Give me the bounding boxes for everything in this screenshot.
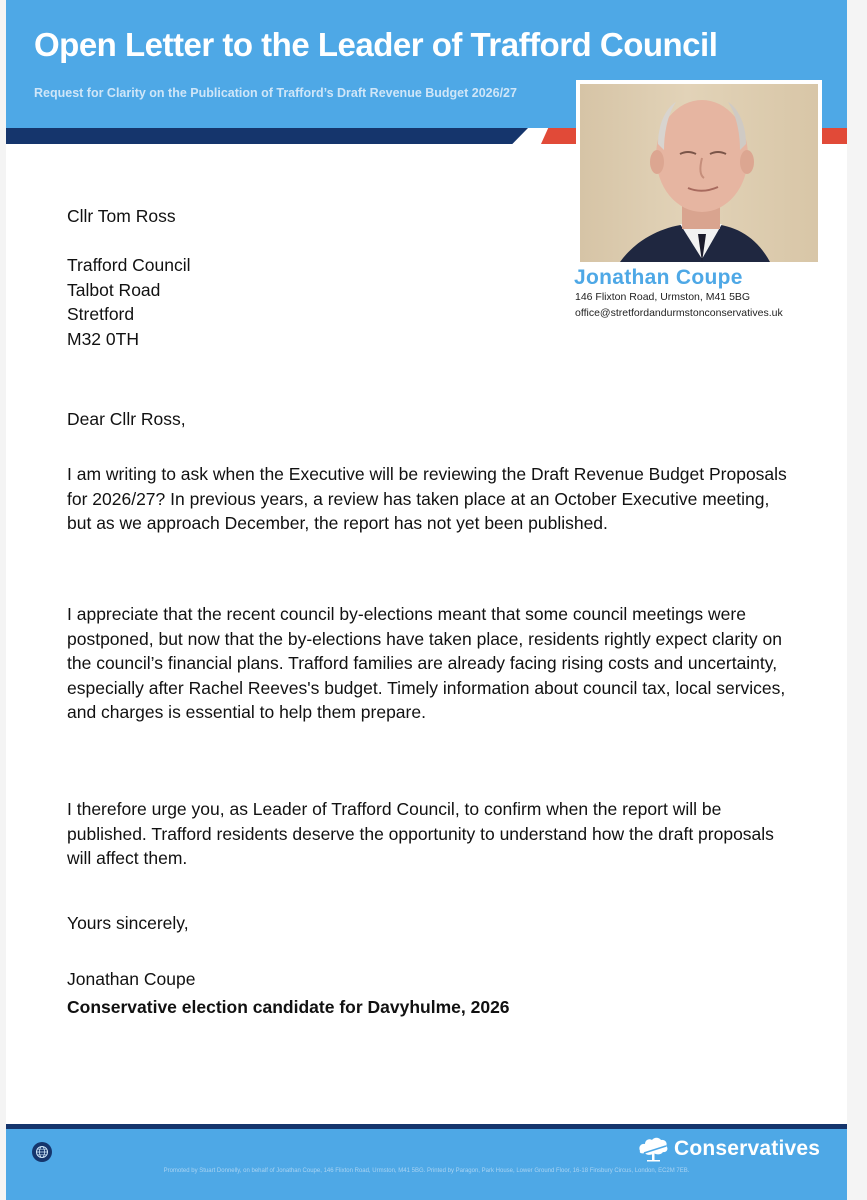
- signature-name: Jonathan Coupe: [67, 969, 196, 989]
- address-line: M32 0TH: [67, 328, 139, 349]
- red-stripe-right: [822, 128, 847, 144]
- conservatives-logo: [636, 1135, 820, 1163]
- candidate-photo: [580, 84, 818, 262]
- conservatives-tree-icon: [636, 1135, 670, 1163]
- body-paragraph-3: I therefore urge you, as Leader of Trafford Council, to confirm when the report will be published. Trafford residents deserve the opportunity to understand how the draft proposals will affect them.: [67, 799, 774, 868]
- candidate-name: Jonathan Coupe: [574, 266, 743, 289]
- candidate-photo-frame: [576, 80, 822, 266]
- page-title: Open Letter to the Leader of Trafford Council: [34, 26, 718, 63]
- address-line: Talbot Road: [67, 279, 161, 300]
- salutation: Dear Cllr Ross,: [67, 409, 186, 429]
- portrait-icon: [580, 84, 818, 262]
- red-stripe-left: [541, 128, 581, 144]
- address-line: Trafford Council: [67, 255, 191, 275]
- imprint-text: Promoted by Stuart Donnelly, on behalf of Jonathan Coupe, 146 Flixton Road, Urmston, M41 5BG. Printed by Paragon, Park House, Lower Ground Floor, 16-18 Finsbury Circus, London, EC2M 7EB.: [163, 1168, 690, 1174]
- recipient-address: [67, 253, 191, 351]
- letter-page: [6, 0, 847, 1200]
- page-subtitle: Request for Clarity on the Publication of Trafford’s Draft Revenue Budget 2026/27: [34, 86, 517, 100]
- recipient-name: Cllr Tom Ross: [67, 206, 176, 226]
- body-paragraph-1: I am writing to ask when the Executive will be reviewing the Draft Revenue Budget Proposals for 2026/27? In previous years, a review has taken place at an October Executive meeting, but as we approach December, the report has not yet been published.: [67, 464, 787, 533]
- candidate-address: 146 Flixton Road, Urmston, M41 5BG: [575, 291, 751, 303]
- footer-banner: [6, 1124, 847, 1200]
- closing: Yours sincerely,: [67, 913, 189, 933]
- address-line: Stretford: [67, 304, 135, 324]
- candidate-email[interactable]: office@stretfordandurmstonconservatives.uk: [575, 307, 783, 319]
- body-paragraph-2: I appreciate that the recent council by-elections meant that some council meetings were postponed, but now that the by-elections have taken place, residents rightly expect clarity on the council’s financial plans. Trafford families are already facing rising costs and uncertainty, especially after Rachel Reeves's budget. Timely information about council tax, local services, and charges is essential to help them prepare.: [67, 604, 786, 722]
- navy-stripe: [6, 128, 528, 144]
- conservatives-wordmark: Conservatives: [674, 1137, 821, 1160]
- signature-title: Conservative election candidate for Davyhulme, 2026: [67, 997, 510, 1017]
- globe-icon[interactable]: [32, 1142, 52, 1162]
